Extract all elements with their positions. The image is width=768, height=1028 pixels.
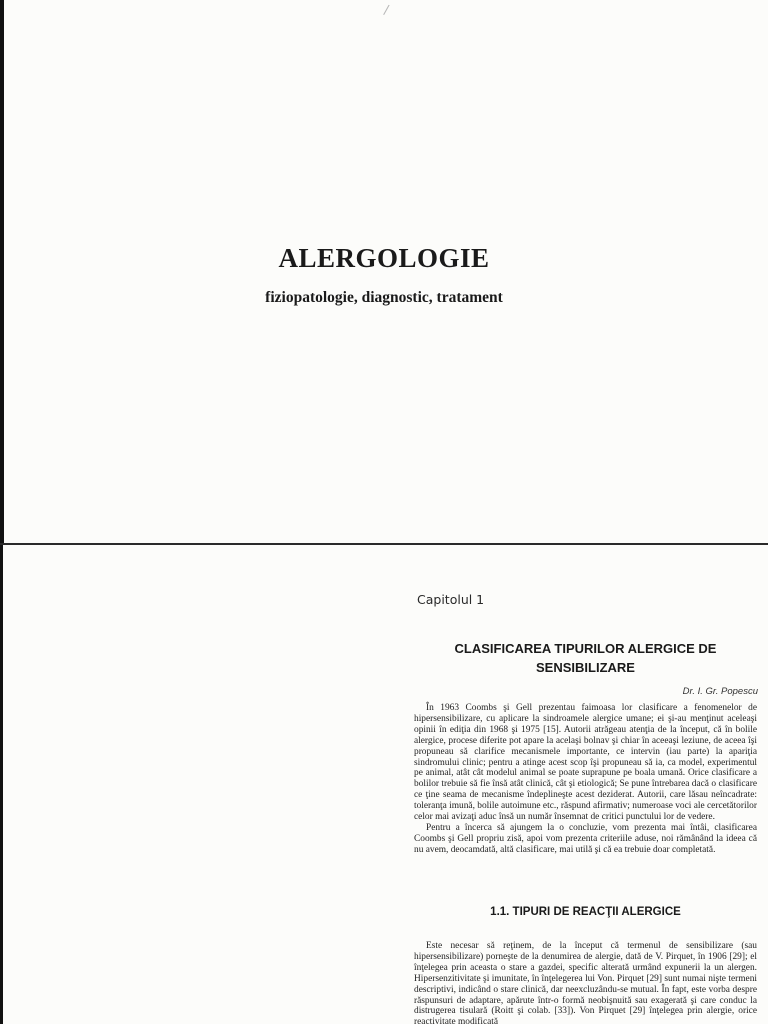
section-heading: 1.1. TIPURI DE REACŢII ALERGICE: [490, 906, 681, 918]
author-name: Dr. I. Gr. Popescu: [682, 686, 758, 697]
book-title: ALERGOLOGIE: [278, 243, 490, 273]
page-spine-edge: [0, 0, 4, 543]
book-subtitle: fiziopatologie, diagnostic, tratament: [265, 289, 503, 306]
paragraph: Pentru a încerca să ajungem la o concluzie, vom prezenta mai întâi, clasificarea Coombs şi Gell propriu zisă, apoi vom prezenta criteriile aduse, noi rămânând la ideea că nu avem, deocamdată, altă clasificare, mai utilă şi că ea trebuie doar completată.: [414, 822, 757, 855]
intro-text: [414, 703, 757, 856]
chapter-title: [408, 639, 763, 677]
paragraph: Este necesar să reţinem, de la început că termenul de sensibilizare (sau hipersensibilizare) porneşte de la denumirea de alergie, dată de V. Pirquet, în 1906 [29]; el înţelegea prin aceasta o stare a gazdei, specific alterată urmând expunerii la un alergen. Hipersenzitivitate şi imunitate, în înţelegerea lui Von. Pirquet [29] sunt numai nişte termeni descriptivi, indicând o stare clinică, dar neexcluzându-se mutual. În fapt, este vorba despre răspunsuri de adaptare, apărute într-o formă neobişnuită sau exagerată şi care conduc la distrugerea tisulară (Roitt şi colab. [33]). Von Pirquet [29] înţelegea prin alergie, orice reactivitate modificată: [414, 941, 757, 1028]
chapter-title-line: SENSIBILIZARE: [536, 660, 635, 675]
section-text: [414, 941, 757, 1028]
page-spine-edge: [0, 545, 3, 1024]
paragraph: În 1963 Coombs şi Gell prezentau faimoasa lor clasificare a fenomenelor de hipersensibilizare, cu aplicare la sindroamele alergice umane; ei şi-au menţinut aceleaşi opinii în ediţia din 1968 şi 1975 [15]. Autorii atrăgeau atenţia de la început, că în bolile alergice, procese diferite pot apare la acelaşi bolnav şi chiar în aceeaşi leziune, de aceea îşi propuneau să clarifice mecanismele importante, ce intervin (iau parte) la apariţia sindromului clinic; pentru a atinge acest scop îşi propuneau să ia, ca model, experimentul pe animal, atât cât modelul animal se poate suprapune pe boala umană. Orice clasificare a bolilor trebuie să fie însă atât clinică, cât şi etiologică; Se pune întrebarea dacă o clasificare ce ţine seama de mecanisme îndeplineşte acest deziderat. Autorii, care lăsau neîncadrate: toleranţa imună, bolile autoimune etc., răspund afirmativ; numeroase voci ale cercetătorilor celor mai avizaţi aduc însă un număr însemnat de critici punctului lor de vedere.: [414, 703, 757, 823]
chapter-label: Capitolul 1: [417, 592, 485, 607]
pencil-mark: /: [382, 2, 390, 19]
chapter-title-line: CLASIFICAREA TIPURILOR ALERGICE DE: [454, 641, 717, 656]
